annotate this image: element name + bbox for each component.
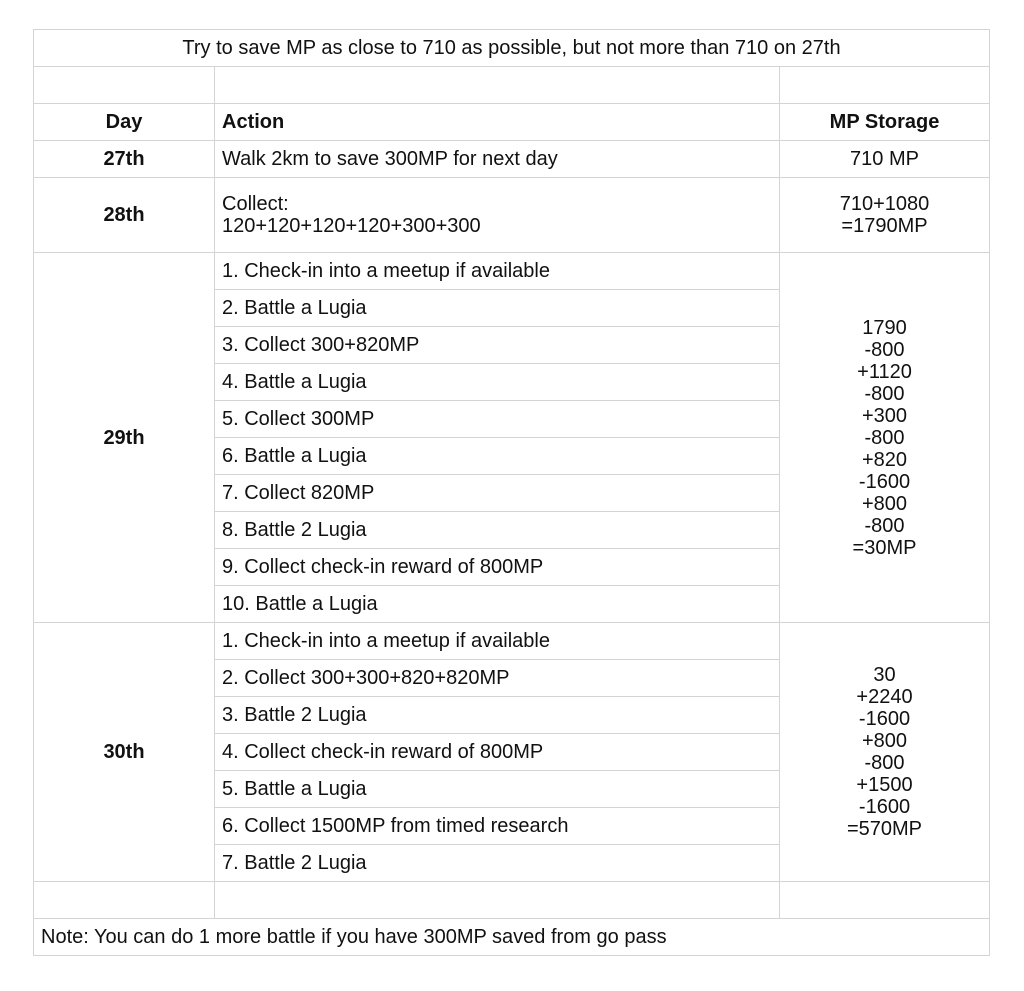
header-mp-storage: MP Storage — [780, 104, 990, 141]
day-29-mp-line: 1790 — [862, 316, 907, 339]
day-30-action: 5. Battle a Lugia — [215, 771, 780, 808]
day-30-action: 2. Collect 300+300+820+820MP — [215, 660, 780, 697]
header-action: Action — [215, 104, 780, 141]
day-30-mp-line: +2240 — [856, 686, 913, 708]
day-29-mp-line: -1600 — [858, 470, 911, 493]
day-30-label: 30th — [34, 623, 215, 882]
day-30-mp-line: -1600 — [858, 796, 911, 818]
day-28-row — [34, 178, 990, 253]
empty-row-bottom — [34, 882, 990, 919]
empty-cell — [215, 882, 780, 919]
day-29-row — [34, 253, 990, 290]
day-27-mp: 710 MP — [780, 141, 990, 178]
day-30-row — [34, 623, 990, 660]
day-28-action-line: 120+120+120+120+300+300 — [222, 215, 481, 237]
day-29-action: 7. Collect 820MP — [215, 475, 780, 512]
day-29-mp-line: -800 — [864, 338, 905, 361]
day-29-mp-line: -800 — [864, 514, 905, 537]
footnote: Note: You can do 1 more battle if you have 300MP saved from go pass — [34, 919, 990, 956]
header-day: Day — [34, 104, 215, 141]
day-27-action: Walk 2km to save 300MP for next day — [215, 141, 780, 178]
day-30-action: 1. Check-in into a meetup if available — [215, 623, 780, 660]
day-29-action: 6. Battle a Lugia — [215, 438, 780, 475]
day-30-action: 4. Collect check-in reward of 800MP — [215, 734, 780, 771]
note-row — [34, 919, 990, 956]
day-29-label: 29th — [34, 253, 215, 623]
day-30-mp-total: =570MP — [846, 818, 923, 840]
table-title: Try to save MP as close to 710 as possible, but not more than 710 on 27th — [34, 30, 990, 67]
day-29-mp — [780, 253, 990, 623]
day-29-action: 1. Check-in into a meetup if available — [215, 253, 780, 290]
day-29-action: 4. Battle a Lugia — [215, 364, 780, 401]
day-29-mp-line: +1120 — [857, 360, 912, 383]
day-29-action: 10. Battle a Lugia — [215, 586, 780, 623]
day-29-mp-line: -800 — [864, 382, 905, 405]
day-30-mp-line: +800 — [861, 730, 908, 752]
day-29-action: 3. Collect 300+820MP — [215, 327, 780, 364]
day-30-action: 3. Battle 2 Lugia — [215, 697, 780, 734]
day-30-mp-line: -1600 — [858, 708, 911, 730]
day-27-row — [34, 141, 990, 178]
mp-plan-table — [33, 29, 990, 956]
day-28-action — [215, 178, 780, 253]
day-30-action: 7. Battle 2 Lugia — [215, 845, 780, 882]
empty-cell — [34, 882, 215, 919]
day-29-action: 2. Battle a Lugia — [215, 290, 780, 327]
day-30-mp-line: 30 — [873, 664, 896, 686]
title-row — [34, 30, 990, 67]
day-29-mp-line: +820 — [861, 448, 908, 471]
day-27-label: 27th — [34, 141, 215, 178]
day-30-mp-line: -800 — [864, 752, 905, 774]
day-29-action: 5. Collect 300MP — [215, 401, 780, 438]
day-29-mp-line: +800 — [861, 492, 908, 515]
day-30-mp-line: +1500 — [856, 774, 913, 796]
empty-cell — [215, 67, 780, 104]
empty-cell — [34, 67, 215, 104]
day-29-mp-line: +300 — [861, 404, 908, 427]
day-29-action: 8. Battle 2 Lugia — [215, 512, 780, 549]
day-30-mp — [780, 623, 990, 882]
day-29-action: 9. Collect check-in reward of 800MP — [215, 549, 780, 586]
day-28-mp-line: 710+1080 — [839, 193, 930, 215]
day-28-mp-line: =1790MP — [841, 215, 928, 237]
day-28-label: 28th — [34, 178, 215, 253]
day-29-mp-total: =30MP — [852, 536, 917, 559]
empty-cell — [780, 882, 990, 919]
empty-cell — [780, 67, 990, 104]
empty-row-top — [34, 67, 990, 104]
header-row — [34, 104, 990, 141]
day-29-mp-line: -800 — [864, 426, 905, 449]
day-30-action: 6. Collect 1500MP from timed research — [215, 808, 780, 845]
day-28-mp — [780, 178, 990, 253]
day-28-action-line: Collect: — [222, 193, 289, 215]
